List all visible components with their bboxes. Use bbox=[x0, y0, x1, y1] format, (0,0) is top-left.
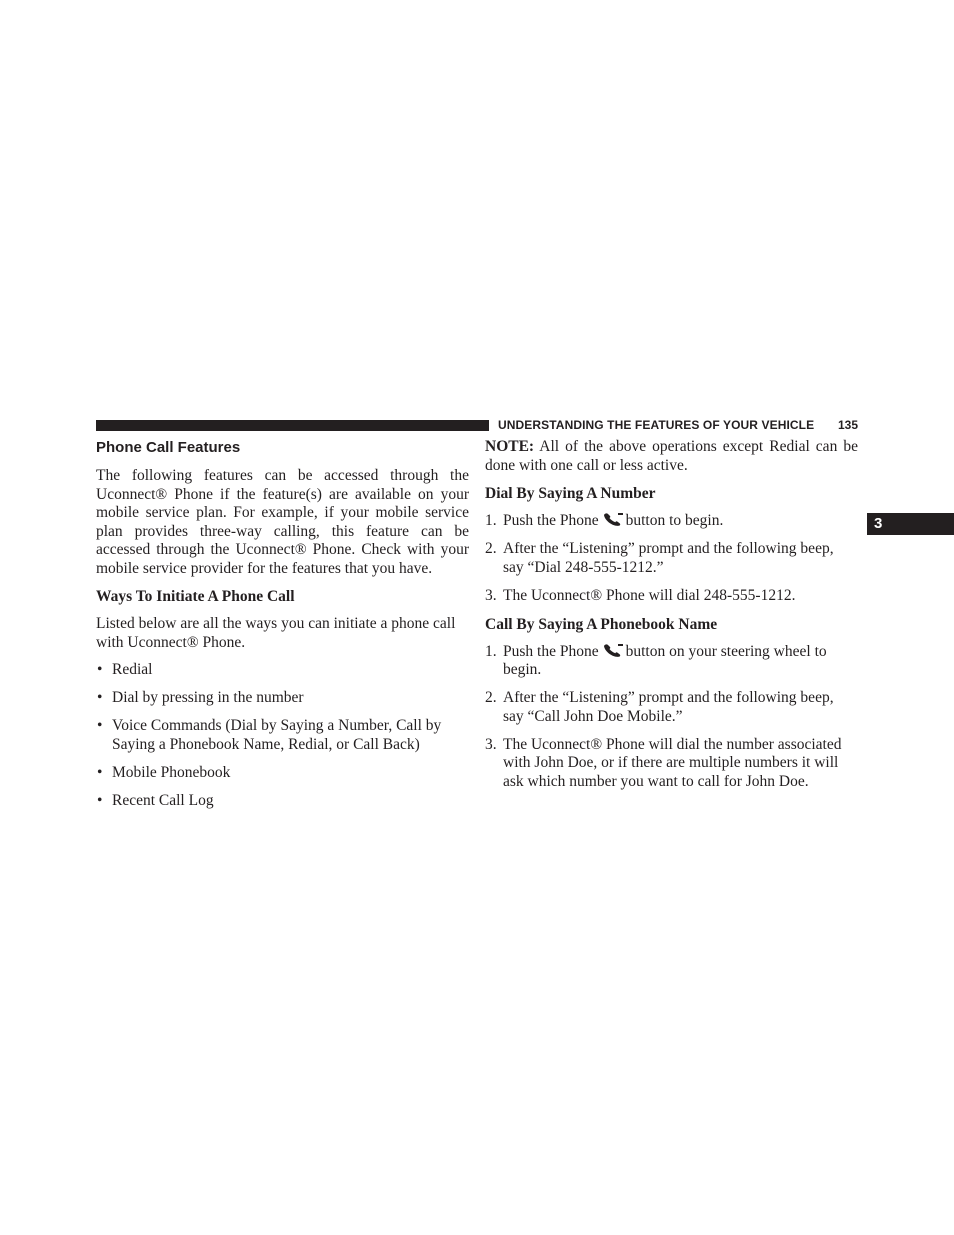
list-item: 1. Push the Phone button to begin. bbox=[485, 512, 724, 529]
chapter-tab: 3 bbox=[867, 513, 954, 535]
subsection-heading-dial: Dial By Saying A Number bbox=[485, 485, 656, 502]
page-number: 135 bbox=[838, 418, 859, 432]
running-header: UNDERSTANDING THE FEATURES OF YOUR VEHICLE bbox=[498, 418, 815, 432]
subsection-heading-call: Call By Saying A Phonebook Name bbox=[485, 615, 718, 633]
list-item: 1. Push the Phone button on your steering wheel to begin. bbox=[485, 642, 827, 678]
list-item: • Mobile Phonebook bbox=[97, 763, 231, 781]
ways-list bbox=[96, 661, 469, 810]
subsection-heading-ways: Ways To Initiate A Phone Call bbox=[96, 588, 295, 605]
phone-handset-icon bbox=[602, 643, 624, 657]
list-item: 3. The Uconnect® Phone will dial the number associated with John Doe, or if there are multiple numbers it will ask which number you want to call for John Doe. bbox=[485, 735, 842, 790]
note-paragraph: NOTE: All of the above operations except Redial can be done with one call or less active. bbox=[485, 438, 858, 474]
section-heading: Phone Call Features bbox=[96, 439, 241, 456]
bullet: • bbox=[97, 791, 103, 809]
bullet: • bbox=[97, 661, 103, 678]
phone-handset-icon bbox=[602, 512, 624, 526]
ways-intro-paragraph: Listed below are all the ways you can initiate a phone call with Uconnect® Phone. bbox=[96, 615, 456, 651]
list-item: 2. After the “Listening” prompt and the following beep, say “Call John Doe Mobile.” bbox=[485, 689, 834, 725]
left-column bbox=[96, 438, 469, 820]
header-rule bbox=[96, 420, 489, 431]
list-item: 3. The Uconnect® Phone will dial 248-555-1212. bbox=[485, 586, 796, 604]
list-item: • Recent Call Log bbox=[97, 791, 214, 809]
right-column bbox=[485, 438, 858, 801]
bullet: • bbox=[97, 763, 103, 781]
bullet: • bbox=[97, 717, 103, 734]
dial-steps bbox=[485, 512, 858, 605]
call-steps bbox=[485, 643, 858, 792]
bullet: • bbox=[97, 689, 103, 706]
note-label: NOTE: bbox=[485, 438, 535, 455]
list-item: 2. After the “Listening” prompt and the following beep, say “Dial 248-555-1212.” bbox=[485, 540, 834, 576]
list-item: • Voice Commands (Dial by Saying a Number, Call by Saying a Phonebook Name, Redial, or Call Back) bbox=[97, 717, 442, 753]
intro-paragraph: The following features can be accessed through the Uconnect® Phone if the feature(s) are available on your mobile service plan. For example, if your mobile service plan provides three-way calling, this feature can be accessed through the Uconnect® Phone. Check with your mobile service provider for the features that you have. bbox=[96, 467, 469, 577]
list-item: • Dial by pressing in the number bbox=[97, 689, 304, 706]
list-item: • Redial bbox=[97, 661, 153, 678]
